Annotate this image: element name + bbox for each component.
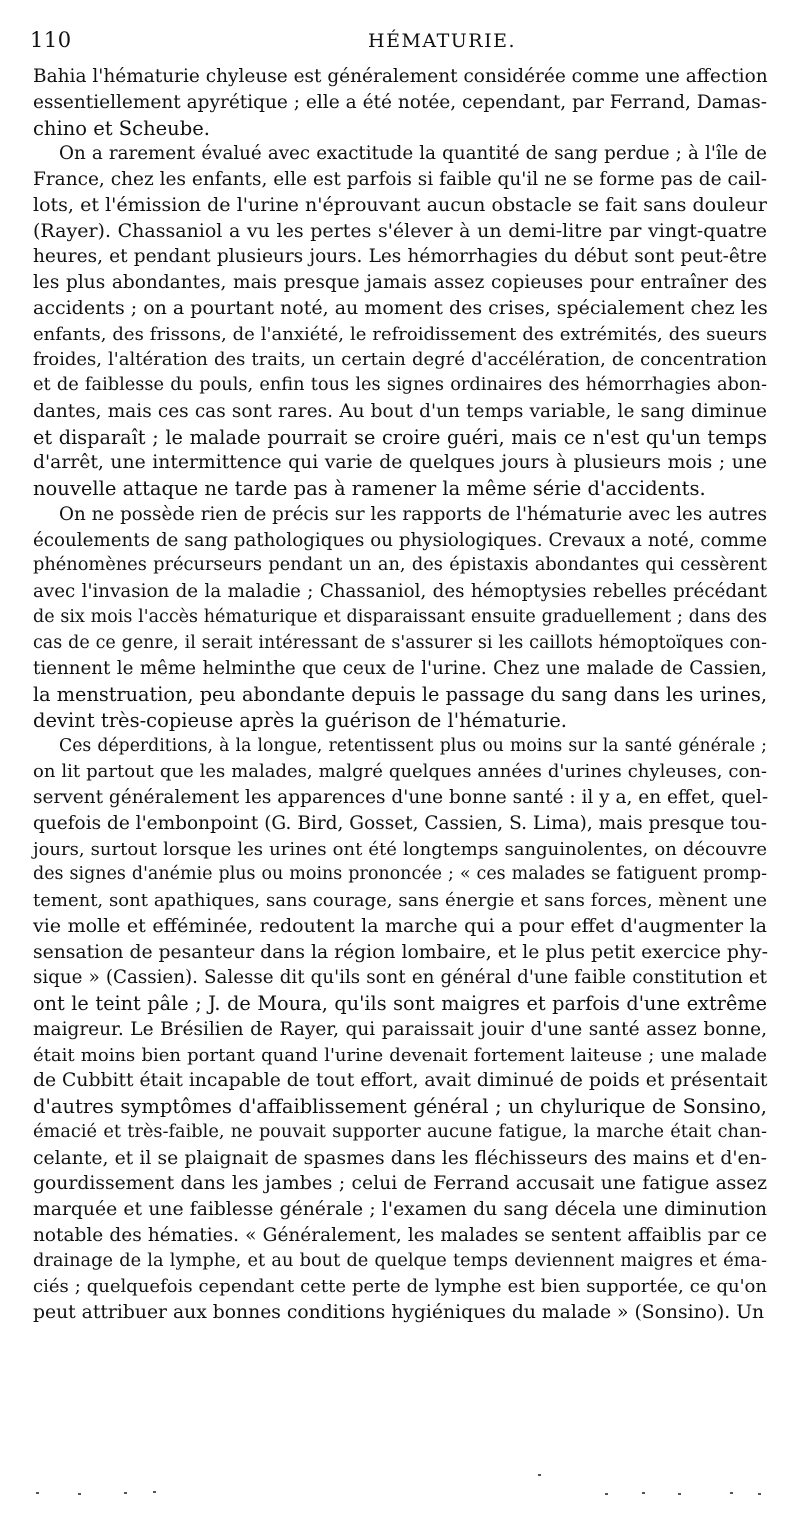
ink-speck [36,1492,39,1494]
text-line: tiennent le même helminthe que ceux de l'urine. Chez une malade de Cassien, [33,658,767,680]
text-line: notable des hématies. « Généralement, les malades se sentent affaiblis par ce [33,1224,767,1246]
running-title: HÉMATURIE. [368,30,516,52]
text-line: d'autres symptômes d'affaiblissement général ; un chylurique de Sonsino, [33,1095,767,1118]
ink-speck [605,1493,608,1495]
text-line: sensation de pesanteur dans la région lombaire, et le plus petit exercice phy- [33,941,768,963]
text-line: dantes, mais ces cas sont rares. Au bout d'un temps variable, le sang diminue [33,400,767,422]
text-line: Bahia l'hématurie chyleuse est généralement considérée comme une affection [33,66,768,87]
page-header [30,28,775,58]
text-line: et disparaît ; le malade pourrait se croire guéri, mais ce n'est qu'un temps [33,425,767,449]
text-line: de Cubbitt était incapable de tout effort, avait diminué de poids et présentait [33,1070,768,1092]
text-line: la menstruation, peu abondante depuis le passage du sang dans les urines, [33,683,767,706]
ink-speck [538,1474,541,1476]
text-line: accidents ; on a pourtant noté, au moment des crises, spécialement chez les [33,296,768,319]
page-number: 110 [30,28,72,52]
text-line: on lit partout que les malades, malgré quelques années d'urines chyleuses, con- [33,761,767,783]
text-line: phénomènes précurseurs pendant un an, des épistaxis abondantes qui cessèrent [33,555,767,576]
text-line: chino et Scheube. [33,116,210,140]
text-line: marquée et une faiblesse générale ; l'examen du sang décela une diminution [33,1199,767,1220]
paragraph [33,734,767,1326]
text-line: écoulements de sang pathologiques ou physiologiques. Crevaux a noté, comme [33,529,767,551]
text-line: lots, et l'émission de l'urine n'éprouvant aucun obstacle se fait sans douleur [33,193,767,216]
paragraph [33,502,767,734]
text-line: était moins bien portant quand l'urine devenait fortement laiteuse ; une malade [33,1044,767,1066]
text-line: servent généralement les apparences d'une bonne santé : il y a, en effet, quel- [33,787,769,808]
text-line: de six mois l'accès hématurique et disparaissant ensuite graduellement ; dans des [33,606,767,627]
text-line: maigreur. Le Brésilien de Rayer, qui paraissait jouir d'une santé assez bonne, [33,1018,767,1040]
text-line: France, chez les enfants, elle est parfois si faible qu'il ne se forme pas de cail- [33,169,767,190]
text-line: ciés ; quelquefois cependant cette perte de lymphe est bien supportée, ce qu'on [33,1276,767,1298]
text-line: émacié et très-faible, ne pouvait supporter aucune fatigue, la marche était chan- [33,1121,767,1142]
page-specks [30,1488,770,1508]
text-line: froides, l'altération des traits, un certain degré d'accélération, de concentration [33,349,767,371]
text-line: quefois de l'embonpoint (G. Bird, Gosset, Cassien, S. Lima), mais presque tou- [33,812,767,834]
text-line: (Rayer). Chassaniol a vu les pertes s'élever à un demi-litre par vingt-quatre [33,219,767,242]
text-line: heures, et pendant plusieurs jours. Les hémorrhagies du début sont peut-être [33,246,767,268]
text-line: celante, et il se plaignait de spasmes dans les fléchisseurs des mains et d'en- [33,1147,767,1169]
text-line: gourdissement dans les jambes ; celui de Ferrand accusait une fatigue assez [33,1173,767,1195]
text-line: sique » (Cassien). Salesse dit qu'ils sont en général d'une faible constitution et [33,967,767,989]
ink-speck [153,1491,156,1493]
ink-speck [124,1492,127,1494]
body-text [33,64,767,1326]
text-line: et de faiblesse du pouls, enfin tous les signes ordinaires des hémorrhagies abon- [33,375,767,395]
text-line: On ne possède rien de précis sur les rapports de l'hématurie avec les autres [59,503,767,525]
text-line: On a rarement évalué avec exactitude la quantité de sang perdue ; à l'île de [59,143,767,165]
text-line: vie molle et efféminée, redoutent la marche qui a pour effet d'augmenter la [33,914,767,937]
paragraph [33,141,767,502]
text-line: drainage de la lymphe, et au bout de quelque temps deviennent maigres et éma- [33,1250,767,1271]
ink-speck [642,1492,645,1494]
text-line: devint très-copieuse après la guérison de l'hématurie. [33,708,567,732]
text-line: nouvelle attaque ne tarde pas à ramener la même série d'accidents. [33,477,706,500]
text-line: essentiellement apyrétique ; elle a été notée, cependant, par Ferrand, Damas- [33,91,767,113]
text-line: ont le teint pâle ; J. de Moura, qu'ils sont maigres et parfois d'une extrême [33,992,767,1015]
text-line: jours, surtout lorsque les urines ont été longtemps sanguinolentes, on découvre [33,838,767,860]
ink-speck [730,1492,733,1494]
paragraph [33,64,767,141]
text-line: cas de ce genre, il serait intéressant de s'assurer si les caillots hémoptoïques con- [33,632,767,653]
text-line: peut attribuer aux bonnes conditions hygiéniques du malade » (Sonsino). Un [33,1302,765,1323]
text-line: avec l'invasion de la maladie ; Chassaniol, des hémoptysies rebelles précédant [33,581,767,602]
text-line: d'arrêt, une intermittence qui varie de quelques jours à plusieurs mois ; une [33,452,767,474]
text-line: tement, sont apathiques, sans courage, sans énergie et sans forces, mènent une [33,890,767,911]
ink-speck [78,1493,81,1495]
text-line: des signes d'anémie plus ou moins prononcée ; « ces malades se fatiguent promp- [33,864,767,885]
ink-speck [678,1493,681,1495]
text-line: les plus abondantes, mais presque jamais assez copieuses pour entraîner des [33,272,767,293]
text-line: Ces déperditions, à la longue, retentissent plus ou moins sur la santé générale ; [59,735,767,756]
ink-speck [758,1493,761,1495]
text-line: enfants, des frissons, de l'anxiété, le refroidissement des extrémités, des sueurs [33,323,767,345]
